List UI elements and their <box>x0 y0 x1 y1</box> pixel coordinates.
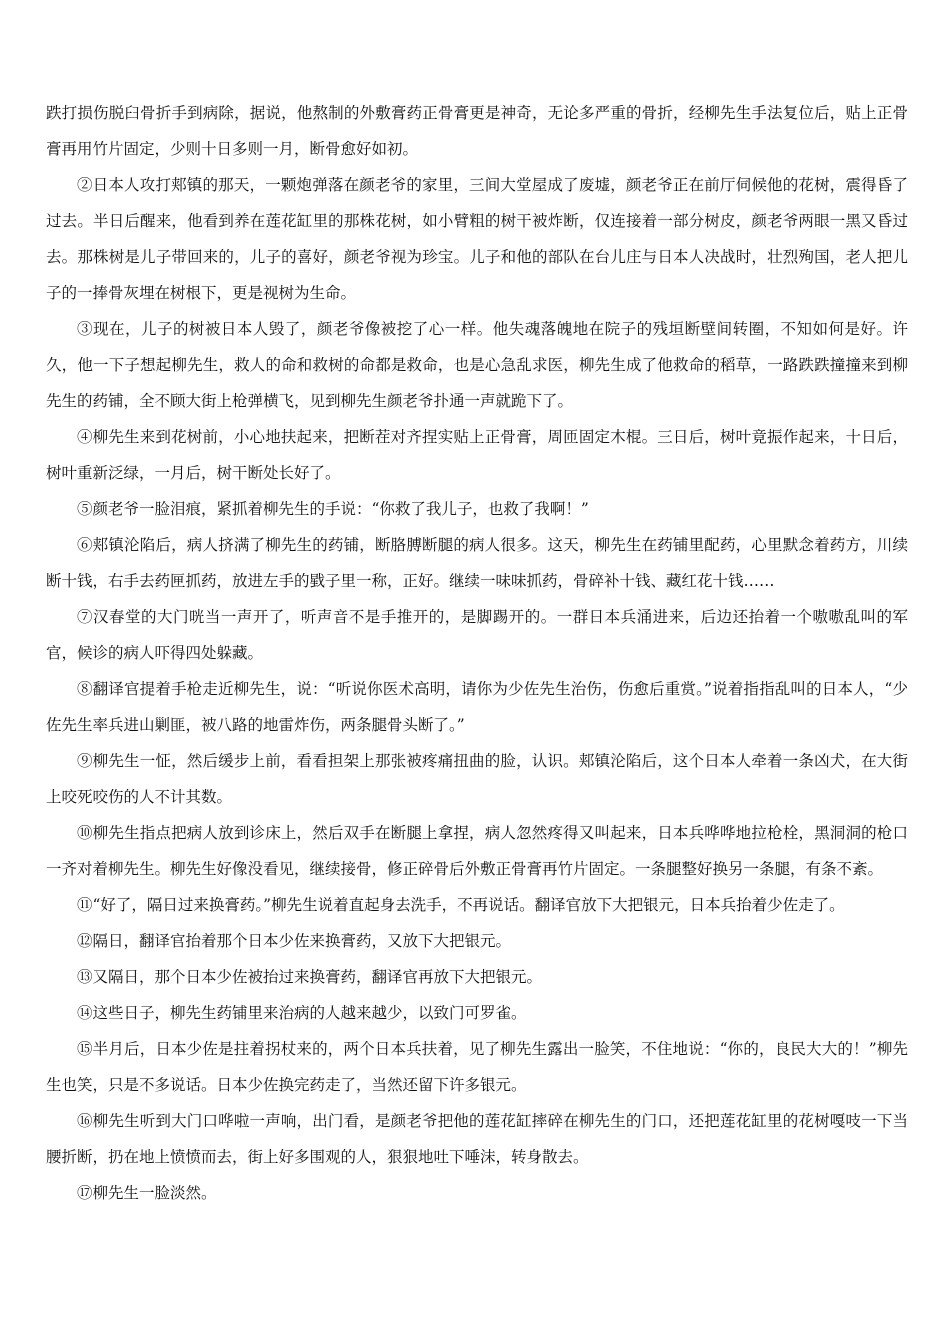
paragraph-15: ⑮半月后，日本少佐是拄着拐杖来的，两个日本兵扶着，见了柳先生露出一脸笑，不住地说：“你的，良民大大的！”柳先生也笑，只是不多说话。日本少佐换完药走了，当然还留下许多银元。 <box>46 1040 908 1094</box>
paragraph-10: ⑩柳先生指点把病人放到诊床上，然后双手在断腿上拿捏，病人忽然疼得又叫起来，日本兵哗哗地拉枪栓，黑洞洞的枪口一齐对着柳先生。柳先生好像没看见，继续接骨，修正碎骨后外敷正骨膏再竹片固定。一条腿整好换另一条腿，有条不紊。 <box>46 824 908 878</box>
paragraph-8: ⑧翻译官提着手枪走近柳先生，说：“听说你医术高明，请你为少佐先生治伤，伤愈后重赏。”说着指指乱叫的日本人，“少佐先生率兵进山剿匪，被八路的地雷炸伤，两条腿骨头断了。” <box>46 680 908 734</box>
paragraph-7: ⑦汉春堂的大门咣当一声开了，听声音不是手推开的，是脚踢开的。一群日本兵涌进来，后边还抬着一个嗷嗷乱叫的军官，候诊的病人吓得四处躲藏。 <box>46 608 908 662</box>
paragraph-9: ⑨柳先生一怔，然后缓步上前，看看担架上那张被疼痛扭曲的脸，认识。郏镇沦陷后，这个日本人牵着一条凶犬，在大街上咬死咬伤的人不计其数。 <box>46 752 908 806</box>
paragraph-continuation: 跌打损伤脱臼骨折手到病除，据说，他熬制的外敷膏药正骨膏更是神奇，无论多严重的骨折，经柳先生手法复位后，贴上正骨膏再用竹片固定，少则十日多则一月，断骨愈好如初。 <box>46 104 908 158</box>
paragraph-13: ⑬又隔日，那个日本少佐被抬过来换膏药，翻译官再放下大把银元。 <box>77 968 543 986</box>
paragraph-5: ⑤颜老爷一脸泪痕，紧抓着柳先生的手说：“你救了我儿子，也救了我啊！” <box>77 500 589 518</box>
document-body <box>46 95 908 1211</box>
paragraph-17: ⑰柳先生一脸淡然。 <box>77 1184 217 1202</box>
paragraph-4: ④柳先生来到花树前，小心地扶起来，把断茬对齐捏实贴上正骨膏，周匝固定木棍。三日后，树叶竟振作起来，十日后，树叶重新泛绿，一月后，树干断处长好了。 <box>46 428 908 482</box>
paragraph-6: ⑥郏镇沦陷后，病人挤满了柳先生的药铺，断胳膊断腿的病人很多。这天，柳先生在药铺里配药，心里默念着药方，川续断十钱，右手去药匣抓药，放进左手的戥子里一称，正好。继续一味味抓药，骨碎补十钱、藏红花十钱…… <box>46 536 908 590</box>
paragraph-14: ⑭这些日子，柳先生药铺里来治病的人越来越少，以致门可罗雀。 <box>77 1004 527 1022</box>
paragraph-2: ②日本人攻打郏镇的那天，一颗炮弹落在颜老爷的家里，三间大堂屋成了废墟，颜老爷正在前厅伺候他的花树，震得昏了过去。半日后醒来，他看到养在莲花缸里的那株花树，如小臂粗的树干被炸断，仅连接着一部分树皮，颜老爷两眼一黑又昏过去。那株树是儿子带回来的，儿子的喜好，颜老爷视为珍宝。儿子和他的部队在台儿庄与日本人决战时，壮烈殉国，老人把儿子的一捧骨灰埋在树根下，更是视树为生命。 <box>46 176 908 302</box>
paragraph-16: ⑯柳先生听到大门口哗啦一声响，出门看，是颜老爷把他的莲花缸摔碎在柳先生的门口，还把莲花缸里的花树嘎吱一下当腰折断，扔在地上愤愤而去，街上好多围观的人，狠狠地吐下唾沫，转身散去。 <box>46 1112 908 1166</box>
paragraph-11: ⑪“好了，隔日过来换膏药。”柳先生说着直起身去洗手，不再说话。翻译官放下大把银元，日本兵抬着少佐走了。 <box>77 896 845 914</box>
paragraph-12: ⑫隔日，翻译官抬着那个日本少佐来换膏药，又放下大把银元。 <box>77 932 512 950</box>
paragraph-3: ③现在，儿子的树被日本人毁了，颜老爷像被挖了心一样。他失魂落魄地在院子的残垣断壁间转圈，不知如何是好。许久，他一下子想起柳先生，救人的命和救树的命都是救命，也是心急乱求医，柳先生成了他救命的稻草，一路跌跌撞撞来到柳先生的药铺，全不顾大街上枪弹横飞，见到柳先生颜老爷扑通一声就跪下了。 <box>46 320 908 410</box>
